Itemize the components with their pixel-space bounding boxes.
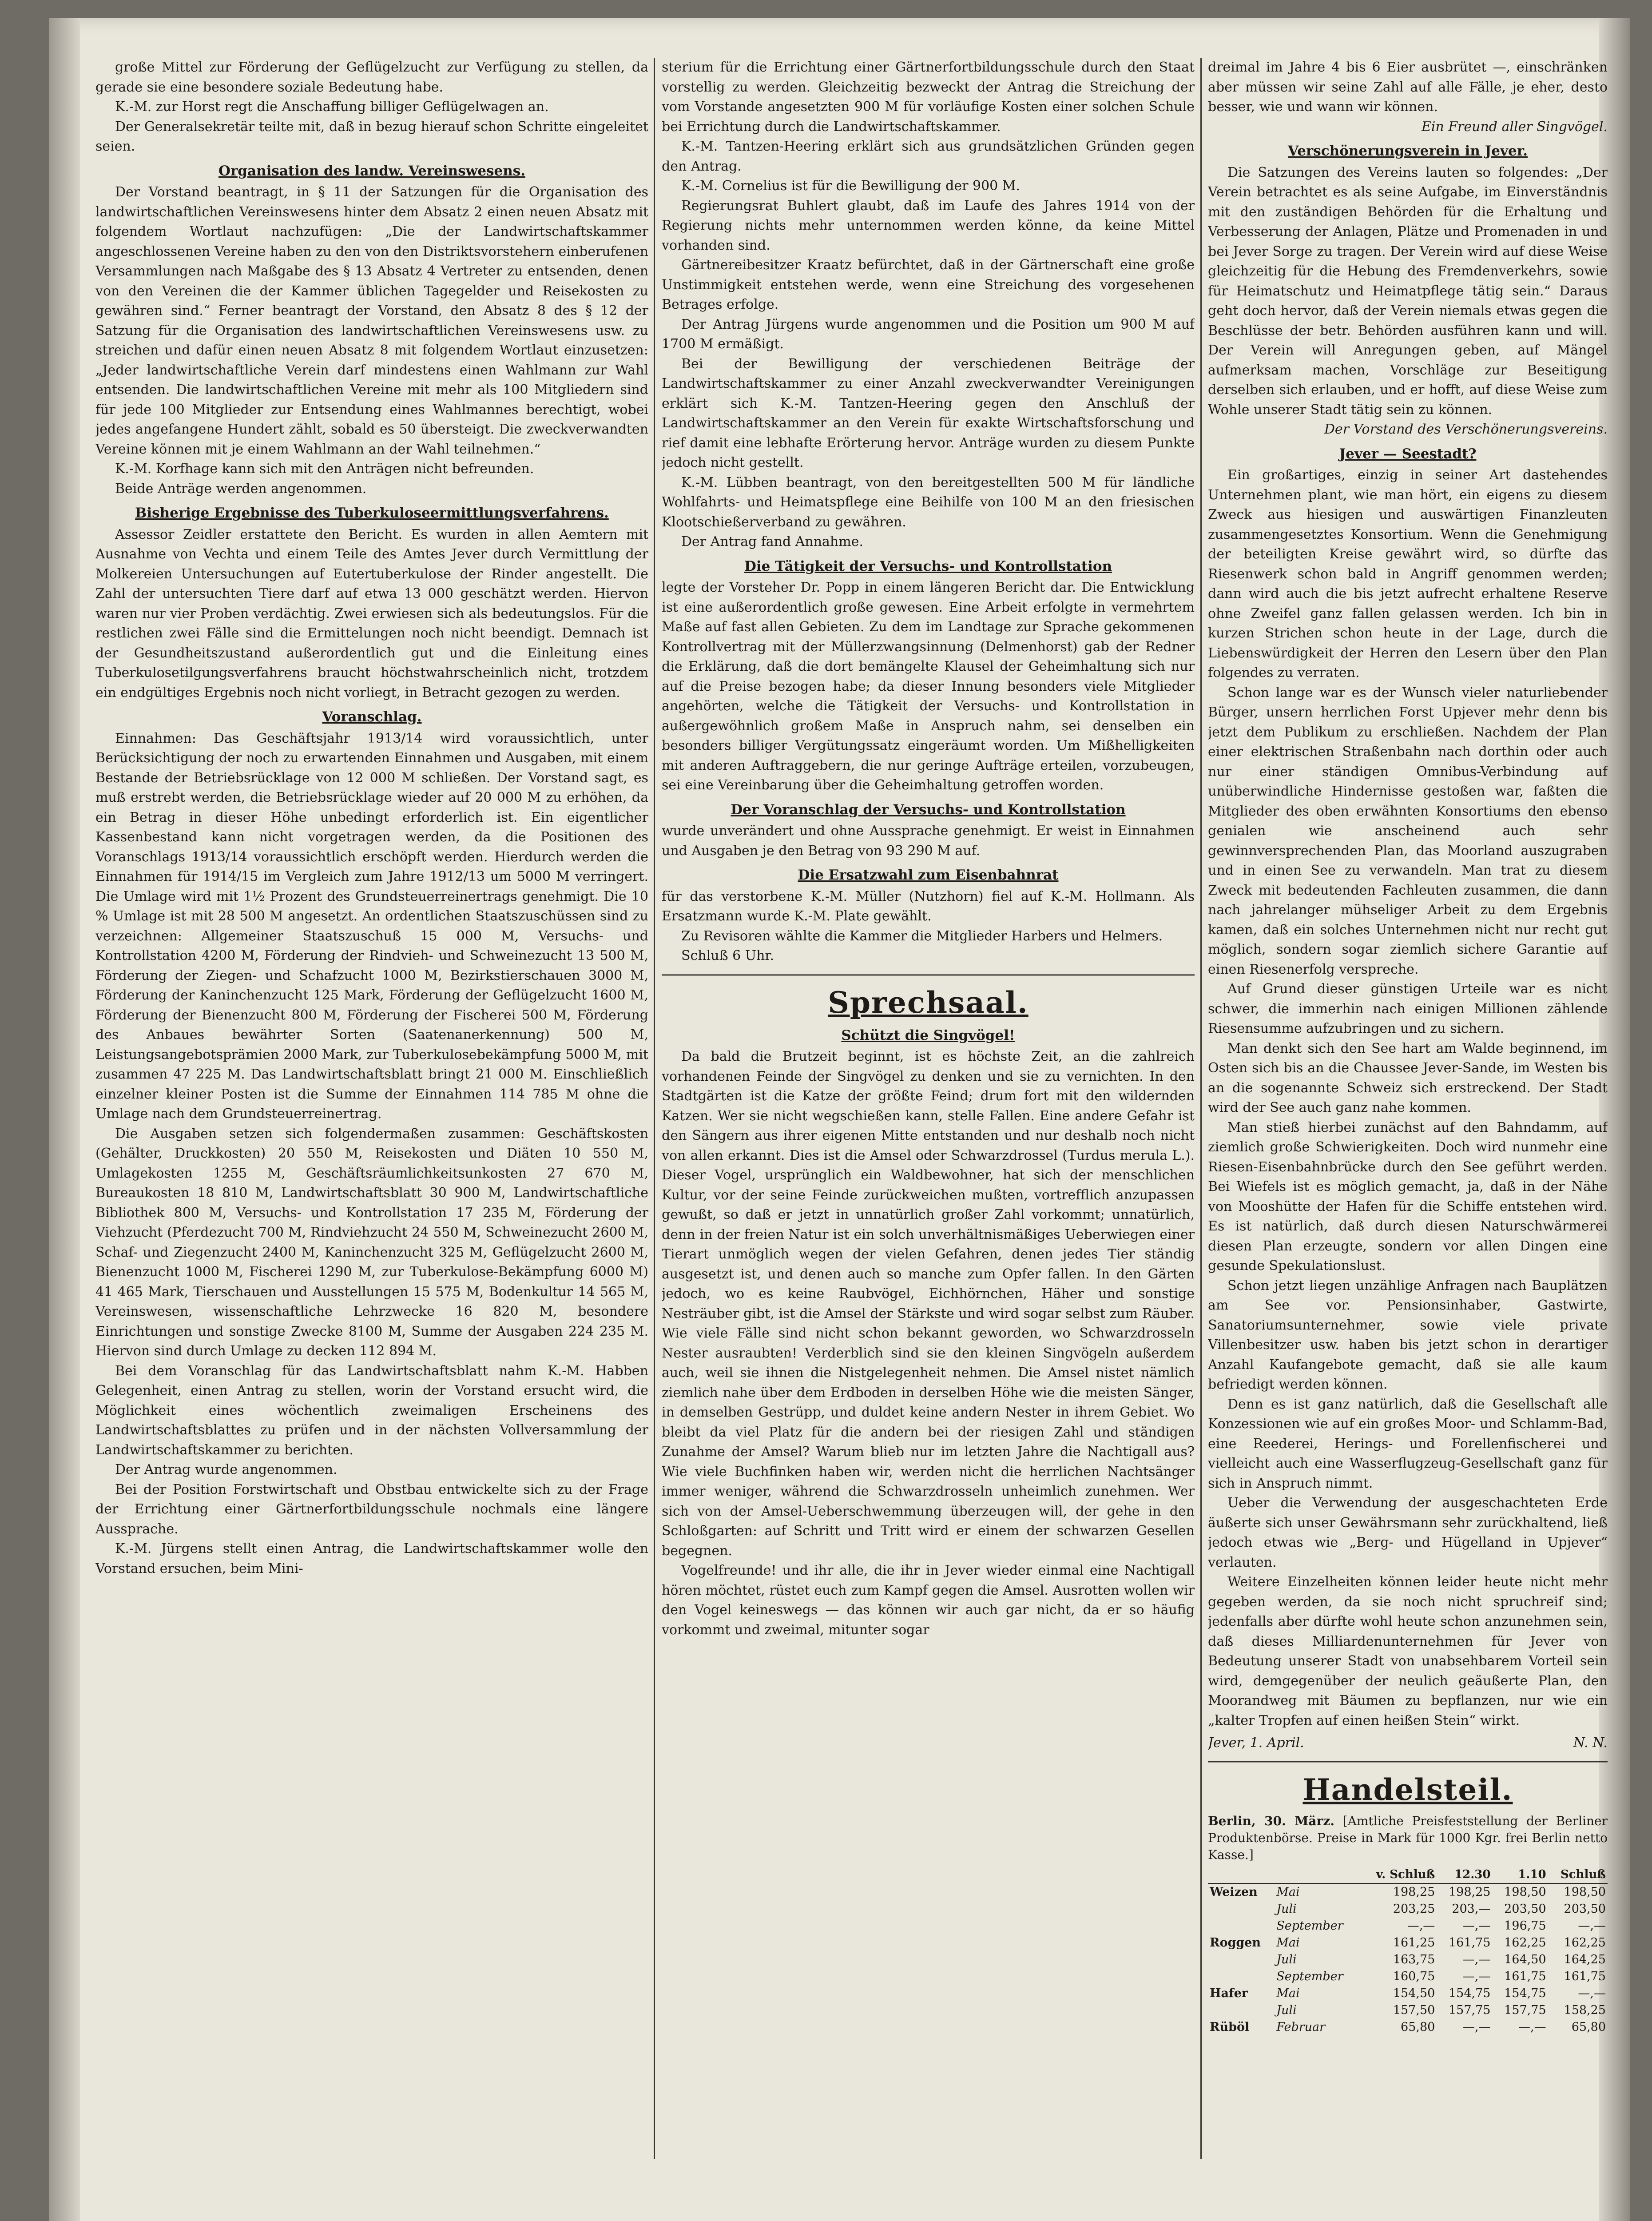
signature: Ein Freund aller Singvögel. <box>1421 119 1608 135</box>
table-cell: Mai <box>1276 1986 1300 2000</box>
table-cell: Hafer <box>1210 1986 1248 2000</box>
table-row <box>1208 1883 1608 1901</box>
paragraph: für das verstorbene K.-M. Müller (Nutzhorn) fiel auf K.-M. Hollmann. Als Ersatzmann wurde K.-M. Plate gewählt. <box>662 888 1195 924</box>
market-intro <box>1208 1813 1608 1863</box>
paragraph: Bei der Bewilligung der verschiedenen Beiträge der Landwirtschaftskammer zu einer Anzahl zweckverwandter Vereinigungen erklärt sich K.-M. Tantzen-Heering gegen den Anschluß der Landwirtschaftskammer an den Verein für exakte Wirtschaftsforschung und rief damit eine lebhafte Erörterung hervor. Anträge wurden zu diesem Punkte jedoch nicht gestellt. <box>662 356 1195 470</box>
column-2 <box>662 58 1195 2159</box>
table-row <box>1208 2002 1608 2019</box>
paragraph: K.-M. Tantzen-Heering erklärt sich aus grundsätzlichen Gründen gegen den Antrag. <box>662 139 1195 174</box>
table-cell <box>1208 1918 1275 1934</box>
table-cell: September <box>1276 1969 1343 1983</box>
paragraph: Die Satzungen des Vereins lauten so folgendes: „Der Verein betrachtet es als seine Aufgabe, im Einverständnis mit den zuständigen Behörden für die Erhaltung und Verbesserung der Anlagen, Plätze und Promenaden in und bei Jever Sorge zu tragen. Der Verein wird auf diese Weise gleichzeitig für die Hebung des Fremdenverkehrs, sowie für Heimatschutz und Heimatpflege tätig sein.“ Daraus geht doch hervor, daß der Verein niemals etwas gegen die Beschlüsse der betr. Behörden ausführen kann und will. Der Verein will Anregungen geben, auf Mängel aufmerksam machen, Vorschläge zur Beseitigung derselben sich erlauben, und er hofft, auf diese Weise zum Wohle unserer Stadt tätig sein zu können. <box>1208 164 1608 418</box>
paragraph: Der Antrag wurde angenommen. <box>115 1462 338 1477</box>
table-cell: —,— <box>1518 2020 1546 2034</box>
paragraph: K.-M. Korfhage kann sich mit den Anträgen nicht befreunden. <box>115 461 534 477</box>
table-cell: September <box>1276 1918 1343 1933</box>
table-cell: 162,25 <box>1504 1935 1546 1950</box>
table-cell: 154,50 <box>1393 1986 1435 2000</box>
paragraph: Man stieß hierbei zunächst auf den Bahndamm, auf ziemlich große Schwierigkeiten. Doch wird nunmehr eine Riesen-Eisenbahnbrücke durch den See geführt werden. Bei Wiefels ist es möglich gemacht, ja, daß in der Nähe von Mooshütte der Hafen für die Schiffe entstehen wird. Es ist natürlich, daß durch diesen Naturschwärmerei diesen Plan erzeugte, sondern vor allen Dingen eine gesunde Spekulationslust. <box>1208 1119 1608 1274</box>
table-cell: 203,50 <box>1564 1902 1606 1916</box>
table-cell: 158,25 <box>1564 2003 1606 2017</box>
paragraph: sterium für die Errichtung einer Gärtnerfortbildungsschule durch den Staat vorstellig zu werden. Gleichzeitig bezweckt der Antrag die Streichung der vom Vorstande angesetzten 900 M für vorläufige Kosten einer solchen Schule bei Errichtung durch die Landwirtschaftskammer. <box>662 60 1195 135</box>
table-cell: Juli <box>1276 1902 1297 1916</box>
heading-verein: Verschönerungsverein in Jever. <box>1287 143 1528 159</box>
table-cell: —,— <box>1462 1969 1491 1983</box>
table-cell: —,— <box>1462 1952 1491 1966</box>
paragraph: Der Generalsekretär teilte mit, daß in bezug hierauf schon Schritte eingeleitet seien. <box>95 119 648 154</box>
newspaper-page <box>49 18 1630 2221</box>
table-cell <box>1208 1951 1275 1968</box>
paragraph: Weitere Einzelheiten können leider heute nicht mehr gegeben werden, da sie noch nicht spruchreif sind; jedenfalls aber dürfte wohl heute schon anzunehmen sein, daß dieses Milliardenunternehmen für Jever von Bedeutung unserer Stadt von unabsehbarem Vorteil sein wird, demgegenüber der neulich geäußerte Plan, den Moorandweg mit Bäumen zu bepflanzen, nur wie ein „kalter Tropfen auf einen heißen Stein“ wirkt. <box>1208 1574 1608 1728</box>
section-divider <box>1208 1761 1608 1763</box>
table-cell: —,— <box>1578 1986 1606 2000</box>
paragraph: K.-M. Lübben beantragt, von den bereitgestellten 500 M für ländliche Wohlfahrts- und Heimatspflege eine Beihilfe von 100 M an den friesischen Klootschießerverband zu gewähren. <box>662 474 1195 530</box>
table-cell: 161,25 <box>1393 1935 1435 1950</box>
page-edge-left <box>49 18 80 2221</box>
table-cell <box>1208 2002 1275 2019</box>
market-header: Schluß <box>1548 1866 1608 1883</box>
market-header <box>1208 1866 1275 1883</box>
paragraph: Ein großartiges, einzig in seiner Art dastehendes Unternehmen plant, wie man hört, ein eigens zu diesem Zweck aus hiesigen und auswärtigen Finanzleuten zusammengesetztes Konsortium. Wenn die Genehmigung der beteiligten Kreise gewährt wird, so dürfte das Riesenwerk schon bald in Angriff genommen werden; dann wird auch die bis jetzt aufrecht erhaltene Reserve ohne Zweifel ganz fallen gelassen werden. Ich bin in kurzen Strichen schon heute in der Lage, durch die Liebenswürdigkeit der Herren den Lesern über den Plan folgendes zu verraten. <box>1208 467 1608 681</box>
table-cell: 157,75 <box>1448 2003 1491 2017</box>
market-header: 1.10 <box>1492 1866 1548 1883</box>
column-rule <box>654 58 655 2159</box>
table-cell: 161,75 <box>1504 1969 1546 1983</box>
market-header-row <box>1208 1866 1608 1883</box>
paragraph: legte der Vorsteher Dr. Popp in einem längeren Bericht dar. Die Entwicklung ist eine außerordentlich große gewesen. Eine Arbeit erfolgte in vermehrtem Maße auf fast allen Gebieten. Zu dem im Landtage zur Sprache gekommenen Kontrollvertrag mit der Müllerzwangsinnung (Delmenhorst) gab der Redner die Erklärung, daß die dort bemängelte Klausel der Geheimhaltung sich nur auf die Preise bezogen habe; da dieser Innung besonders viele Mitglieder angehörten, welche die Tätigkeit der Versuchs- und Kontrollstation in außergewöhnlich großem Maße in Anspruch nahm, sei denselben ein besonders billiger Vergütungssatz eingeräumt worden. Um Mißhelligkeiten mit anderen Auftraggebern, die nur geringe Aufträge erteilen, vorzubeugen, sei eine Vereinbarung über die Geheimhaltung getroffen worden. <box>662 580 1195 793</box>
table-cell: 198,25 <box>1448 1885 1491 1899</box>
heading-organisation: Organisation des landw. Vereinswesens. <box>218 163 526 179</box>
table-cell: 157,75 <box>1504 2003 1546 2017</box>
heading-station: Die Tätigkeit der Versuchs- und Kontrollstation <box>744 558 1112 574</box>
paragraph: Denn es ist ganz natürlich, daß die Gesellschaft alle Konzessionen wie auf ein großes Moor- und Schlamm-Bad, eine Reederei, Herings- und Forellenfischerei und vielleicht auch eine Wasserflugzeug-Gesellschaft ganz für sich in Anspruch nimmt. <box>1208 1396 1608 1491</box>
table-cell: 65,80 <box>1401 2020 1435 2034</box>
table-cell: 203,50 <box>1504 1902 1546 1916</box>
table-cell: 203,— <box>1452 1902 1491 1916</box>
column-3 <box>1208 58 1608 2159</box>
heading-voranschlag: Voranschlag. <box>322 709 422 725</box>
paragraph: Zu Revisoren wählte die Kammer die Mitglieder Harbers und Helmers. <box>681 928 1163 944</box>
paragraph: K.-M. Jürgens stellt einen Antrag, die Landwirtschaftskammer wolle den Vorstand ersuchen, beim Mini- <box>95 1541 648 1576</box>
table-row <box>1208 1918 1608 1934</box>
dateline: Jever, 1. April. <box>1208 1735 1304 1751</box>
table-cell: 65,80 <box>1571 2020 1606 2034</box>
paragraph: Vogelfreunde! und ihr alle, die ihr in Jever wieder einmal eine Nachtigall hören möchtet, rüstet euch zum Kampf gegen die Amsel. Ausrotten wollen wir den Vogel keineswegs — das können wir auch gar nicht, da er so häufig vorkommt und zweimal, mitunter sogar <box>662 1563 1195 1638</box>
table-cell: 203,25 <box>1393 1902 1435 1916</box>
market-city-date: Berlin, 30. März. <box>1208 1813 1334 1828</box>
paragraph: Da bald die Brutzeit beginnt, ist es höchste Zeit, an die zahlreich vorhandenen Feinde der Singvögel zu denken und sie zu vernichten. In den Stadtgärten ist die Katze der größte Feind; drum fort mit den wildernden Katzen. Wer sie nicht wegschießen kann, stelle Fallen. Eine andere Gefahr ist den Sängern aus ihrer eigenen Mitte entstanden und nur deshalb noch nicht von allen erkannt. Dies ist die Amsel oder Schwarzdrossel (Turdus merula L.). Dieser Vogel, ursprünglich ein Waldbewohner, hat sich der menschlichen Kultur, vor der seine Feinde zurückweichen mußten, vortrefflich anzupassen gewußt, so daß er jetzt in unnatürlich großer Zahl vorkommt; unnatürlich, denn in der freien Natur ist ein solch unverhältnismäßiges Ueberwiegen einer Tierart unmöglich wegen der vielen Gefahren, denen jedes Tier ständig ausgesetzt ist, und denen auch so manche zum Opfer fallen. In den Gärten jedoch, wo es keine Raubvögel, Eichhörnchen, Häher und sonstige Nesträuber gibt, ist die Amsel der Stärkste und wird sogar selbst zum Räuber. Wie viele Fälle sind nicht schon bekannt geworden, wo Schwarzdrosseln Nester ausraubten! Verderblich sind sie den kleinen Singvögeln außerdem auch, weil sie ihnen die Nistgelegenheit nehmen. Die Amsel nistet nämlich ziemlich nahe über dem Erdboden in derselben Höhe wie die meisten Sänger, in demselben Gestrüpp, und duldet keine andern Nester in ihrem Gebiet. Wo bleibt da viel Platz für die andern bei der riesigen Zahl und ständigen Zunahme der Amsel? Warum blieb nur im letzten Jahre die Nachtigall aus? Wie viele Buchfinken haben wir, werden nicht die herrlichen Nachtsänger immer weniger, während die Schwarzdrosseln unheimlich zunehmen. Wer sich von der Amsel-Ueberschwemmung überzeugen will, der gehe in den Schloßgarten: auf Schritt und Tritt wird er einem der schwarzen Gesellen begegnen. <box>662 1049 1195 1559</box>
table-cell <box>1208 1968 1275 1985</box>
table-row <box>1208 1985 1608 2002</box>
table-cell: —,— <box>1578 1918 1606 1933</box>
table-cell: 162,25 <box>1564 1935 1606 1950</box>
market-header: v. Schluß <box>1361 1866 1437 1883</box>
signature: Der Vorstand des Verschönerungsvereins. <box>1324 422 1608 437</box>
table-cell: —,— <box>1407 1918 1435 1933</box>
paragraph: Bei der Position Forstwirtschaft und Obstbau entwickelte sich zu der Frage der Errichtung einer Gärtnerfortbildungsschule nochmals eine längere Aussprache. <box>95 1481 648 1537</box>
paragraph: große Mittel zur Förderung der Geflügelzucht zur Verfügung zu stellen, da gerade sie eine besondere soziale Bedeutung habe. <box>95 60 648 95</box>
table-cell: 198,25 <box>1393 1885 1435 1899</box>
table-cell: Februar <box>1276 2020 1326 2034</box>
heading-tuberkulose: Bisherige Ergebnisse des Tuberkuloseermittlungsverfahrens. <box>135 505 609 521</box>
table-cell: Mai <box>1276 1935 1300 1950</box>
table-cell: 161,75 <box>1448 1935 1491 1950</box>
paragraph: wurde unverändert und ohne Aussprache genehmigt. Er weist in Einnahmen und Ausgaben je den Betrag von 93 290 M auf. <box>662 823 1195 859</box>
paragraph: Schon jetzt liegen unzählige Anfragen nach Bauplätzen am See vor. Pensionsinhaber, Gastwirte, Sanatoriumsunternehmer, sowie viele private Villenbesitzer usw. haben bis jetzt schon in derartiger Anzahl Kaufangebote gemacht, daß sie alle kaum befriedigt werden können. <box>1208 1278 1608 1392</box>
table-cell: Juli <box>1276 1952 1297 1966</box>
market-header <box>1275 1866 1360 1883</box>
table-row <box>1208 1968 1608 1985</box>
paragraph: Auf Grund dieser günstigen Urteile war es nicht schwer, die immerhin nach einigen Millionen zählende Riesensumme aufzubringen und zu sichern. <box>1208 981 1608 1036</box>
paragraph: Gärtnereibesitzer Kraatz befürchtet, daß in der Gärtnerschaft eine große Unstimmigkeit entstehen werde, wenn eine Streichung des vorgesehenen Betrages erfolge. <box>662 257 1195 312</box>
heading-jever-seestadt: Jever — Seestadt? <box>1339 446 1477 462</box>
market-note: [Amtliche Preisfeststellung der Berliner Produktenbörse. Preise in Mark für 1000 Kgr. frei Berlin netto Kasse.] <box>1208 1813 1608 1862</box>
table-cell <box>1208 1901 1275 1918</box>
paragraph: Ueber die Verwendung der ausgeschachteten Erde äußerte sich unser Gewährsmann sehr zurückhaltend, ließ jedoch etwas wie „Berg- und Hügelland in Upjever“ verlauten. <box>1208 1495 1608 1570</box>
paragraph: Der Vorstand beantragt, in § 11 der Satzungen für die Organisation des landwirtschaftlichen Vereinswesens hinter dem Absatz 2 einen neuen Absatz mit folgendem Wortlaut nachzufügen: „Die der Landwirtschaftskammer angeschlossenen Vereine haben zu den von den Distriktsvorstehern einberufenen Versammlungen nach Maßgabe des § 13 Absatz 4 Vertreter zu entsenden, denen von den Vereinen die der Kammer üblichen Tagegelder und Reisekosten zu gewähren sind.“ Ferner beantragt der Vorstand, den Absatz 8 des § 12 der Satzung für die Organisation des landwirtschaftlichen Vereinswesens usw. zu streichen und dafür einen neuen Absatz 8 mit folgendem Wortlaut einzusetzen: „Jeder landwirtschaftliche Verein darf mindestens einen Wahlmann zur Wahl entsenden. Die landwirtschaftlichen Vereine mit mehr als 100 Mitgliedern sind für jede 100 Mitglieder zur Entsendung eines Wahlmannes berechtigt, wobei jedes angefangene Hundert zählt, sobald es 50 übersteigt. Die zweckverwandten Vereine können mit je einem Wahlmann an der Wahl teilnehmen.“ <box>95 184 648 457</box>
column-rule <box>1200 58 1202 2159</box>
column-1 <box>95 58 648 2159</box>
table-row <box>1208 1951 1608 1968</box>
paragraph: dreimal im Jahre 4 bis 6 Eier ausbrütet —, einschränken aber müssen wir seine Zahl auf alle Fälle, je eher, desto besser, wie und wann wir können. <box>1208 60 1608 115</box>
signature: N. N. <box>1573 1735 1608 1751</box>
paragraph: Der Antrag Jürgens wurde angenommen und die Position um 900 M auf 1700 M ermäßigt. <box>662 316 1195 352</box>
paragraph: K.-M. Cornelius ist für die Bewilligung der 900 M. <box>681 178 1021 194</box>
market-table <box>1208 1866 1608 2036</box>
table-cell: 198,50 <box>1504 1885 1546 1899</box>
market-header: 12.30 <box>1437 1866 1492 1883</box>
paragraph: Die Ausgaben setzen sich folgendermaßen zusammen: Geschäftskosten (Gehälter, Druckkosten) 20 550 M, Reisekosten und Diäten 10 550 M, Umlagekosten 1255 M, Geschäftsräumlichkeitsunkosten 27 670 M, Bureaukosten 18 810 M, Landwirtschaftsblatt 30 900 M, Landwirtschaftliche Bibliothek 800 M, Versuchs- und Kontrollstation 17 235 M, Förderung der Viehzucht (Pferdezucht 700 M, Rindviehzucht 24 550 M, Schweinezucht 2600 M, Schaf- und Ziegenzucht 2400 M, Kaninchenzucht 325 M, Geflügelzucht 2600 M, Bienenzucht 1000 M, Fischerei 1290 M, zur Tuberkulose-Bekämpfung 6000 M) 41 465 Mark, Tierschauen und Ausstellungen 15 575 M, Bodenkultur 14 565 M, Vereinswesen, wissenschaftliche Lehrzwecke 16 820 M, besondere Einrichtungen und sonstige Zwecke 8100 M, Summe der Ausgaben 224 235 M. Hiervon sind durch Umlage zu decken 112 894 M. <box>95 1126 648 1359</box>
paragraph: Beide Anträge werden angenommen. <box>115 481 367 497</box>
table-cell: Rüböl <box>1210 2020 1250 2034</box>
paragraph: Einnahmen: Das Geschäftsjahr 1913/14 wird voraussichtlich, unter Berücksichtigung der noch zu erwartenden Einnahmen und Ausgaben, mit einem Bestande der Betriebsrücklage von 12 000 M schließen. Der Vorstand sagt, es muß erstrebt werden, die Betriebsrücklage wieder auf 20 000 M zu erhöhen, da ein Betrag in dieser Höhe unbedingt erforderlich ist. Ein eigentlicher Kassenbestand kann nicht vorgetragen werden, da die Positionen des Voranschlags 1913/14 voraussichtlich erschöpft werden. Hierdurch werden die Einnahmen für 1914/15 im Vergleich zum Jahre 1912/13 um 5000 M verringert. Die Umlage wird mit 1½ Prozent des Grundsteuerreinertrags genehmigt. Die 10 % Umlage ist mit 28 500 M angesetzt. An ordentlichen Staatszuschüssen sind zu verzeichnen: Allgemeiner Staatszuschuß 15 000 M, Versuchs- und Kontrollstation 4200 M, Förderung der Rindvieh- und Schweinezucht 13 500 M, Förderung der Ziegen- und Schafzucht 1000 M, Bezirkstierschauen 3000 M, Förderung der Kaninchenzucht 125 Mark, Förderung der Geflügelzucht 1600 M, Förderung der Bienenzucht 800 M, Förderung der Fischerei 500 M, Förderung des Anbaues bewährter Sorten (Saatenanerkennung) 500 M, Leistungsangebotsprämien 2000 Mark, zur Tuberkulosebekämpfung 5000 M, mit zusammen 47 225 M. Das Landwirtschaftsblatt bringt 21 000 M. Einschließlich einzelner kleiner Posten ist die Summe der Einnahmen 114 785 M ohne die Umlage nach dem Grundsteuerreinertrag. <box>95 730 648 1122</box>
table-cell: —,— <box>1462 1918 1491 1933</box>
paragraph: Schon lange war es der Wunsch vieler naturliebender Bürger, unsern herrlichen Forst Upjever mehr denn bis jetzt dem Publikum zu erschließen. Nachdem der Plan einer elektrischen Straßenbahn nach dorthin oder auch nur einer ständigen Omnibus-Verbindung auf unüberwindliche Hindernisse gestoßen war, faßten die Mitglieder des oben erwähnten Konsortiums den ebenso genialen wie anscheinend auch sehr gewinnversprechenden Plan, das Moorland auszugraben und in einen See zu verwandeln. Man trat zu diesem Zweck mit bedeutenden Fachleuten zusammen, die dann nach jahrelanger mühseliger Arbeit zu dem Ergebnis kamen, daß ein solches Unternehmen nicht nur recht gut möglich, sondern sogar ziemlich sichere Garantie auf einen Riesenerfolg verspreche. <box>1208 685 1608 977</box>
table-cell: Juli <box>1276 2003 1297 2017</box>
table-cell: 164,50 <box>1504 1952 1546 1966</box>
paragraph: K.-M. zur Horst regt die Anschaffung billiger Geflügelwagen an. <box>115 99 549 115</box>
heading-station-budget: Der Voranschlag der Versuchs- und Kontrollstation <box>731 801 1126 818</box>
table-cell: 157,50 <box>1393 2003 1435 2017</box>
table-row <box>1208 1934 1608 1951</box>
table-cell: Roggen <box>1210 1935 1261 1950</box>
table-row <box>1208 2019 1608 2036</box>
paragraph: Bei dem Voranschlag für das Landwirtschaftsblatt nahm K.-M. Habben Gelegenheit, einen Antrag zu stellen, worin der Vorstand ersucht wird, die Möglichkeit eines wöchentlich zweimaligen Erscheinens des Landwirtschaftsblattes zu prüfen und in der nächsten Vollversammlung der Landwirtschaftskammer zu berichten. <box>95 1363 648 1458</box>
section-divider <box>662 974 1195 976</box>
table-cell: 164,25 <box>1564 1952 1606 1966</box>
heading-singvoegel: Schützt die Singvögel! <box>841 1027 1015 1043</box>
table-cell: 163,75 <box>1393 1952 1435 1966</box>
table-cell: 198,50 <box>1564 1885 1606 1899</box>
table-cell: 154,75 <box>1448 1986 1491 2000</box>
paragraph: Schluß 6 Uhr. <box>681 948 774 963</box>
table-cell: 196,75 <box>1504 1918 1546 1933</box>
table-row <box>1208 1901 1608 1918</box>
section-title-sprechsaal: Sprechsaal. <box>828 985 1029 1020</box>
market-body <box>1208 1883 1608 2036</box>
paragraph: Regierungsrat Buhlert glaubt, daß im Laufe des Jahres 1914 von der Regierung nichts mehr unternommen werden könne, da keine Mittel vorhanden sind. <box>662 198 1195 253</box>
section-title-handelsteil: Handelsteil. <box>1303 1772 1513 1807</box>
table-cell: Weizen <box>1210 1885 1258 1899</box>
table-cell: Mai <box>1276 1885 1300 1899</box>
table-cell: 160,75 <box>1393 1969 1435 1983</box>
dateline-row <box>1208 1733 1608 1753</box>
table-cell: —,— <box>1462 2020 1491 2034</box>
table-cell: 154,75 <box>1504 1986 1546 2000</box>
table-cell: 161,75 <box>1564 1969 1606 1983</box>
paragraph: Der Antrag fand Annahme. <box>681 534 863 549</box>
paragraph: Man denkt sich den See hart am Walde beginnend, im Osten sich bis an die Chaussee Jever-Sande, im Westen bis an die sogenannte Schweiz sich erstreckend. Der Stadt wird der See auch ganz nahe kommen. <box>1208 1040 1608 1115</box>
paragraph: Assessor Zeidler erstattete den Bericht. Es wurden in allen Aemtern mit Ausnahme von Vechta und einem Teile des Amtes Jever durch Vermittlung der Molkereien Untersuchungen auf Eutertuberkulose der Rinder angestellt. Die Zahl der untersuchten Tiere darf auf etwa 13 000 geschätzt werden. Hiervon waren nur vier Proben verdächtig. Zwei erwiesen sich als bedeutungslos. Für die restlichen zwei Fälle sind die Ermittelungen noch nicht beendigt. Demnach ist der Gesundheitszustand außerordentlich gut und die Einleitung eines Tuberkulosetilgungsverfahrens braucht höchstwahrscheinlich nicht, trotzdem ein endgültiges Ergebnis noch nicht vorliegt, in Betracht gezogen zu werden. <box>95 526 648 701</box>
heading-election: Die Ersatzwahl zum Eisenbahnrat <box>798 867 1059 883</box>
